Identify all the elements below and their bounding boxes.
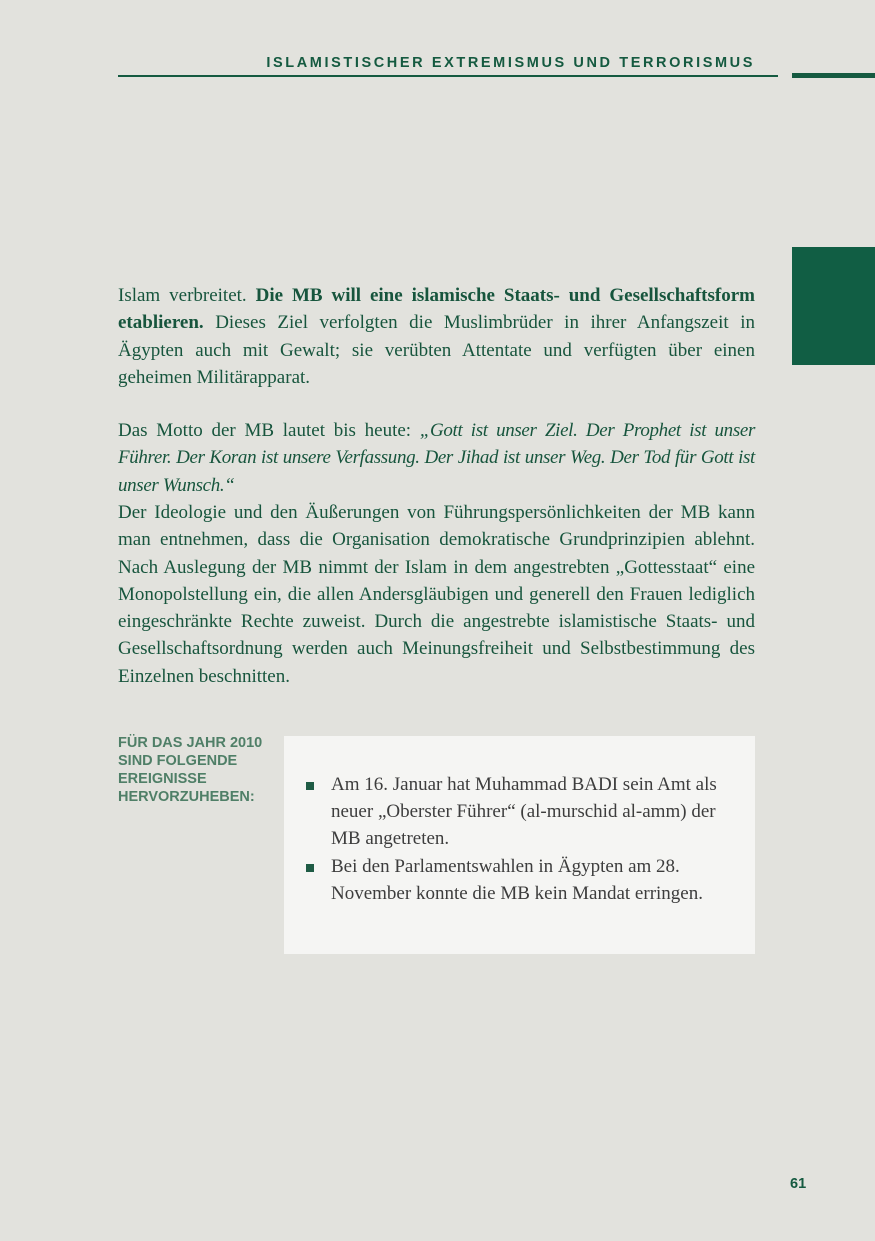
body-paragraph-motto [118,417,755,499]
list-item [331,853,735,907]
page-number: 61 [790,1176,807,1192]
body-paragraph-3: Der Ideologie und den Äußerungen von Führungspersönlichkeiten der MB kann man entnehmen, dass die Organisation demokratische Grundprinzipien ablehnt. Nach Auslegung der MB nimmt der Islam in dem angestrebten „Gottesstaat“ eine Monopolstellung ein, die allen Andersgläubigen und generell den Frauen lediglich eingeschränkte Rechte zuweist. Durch die angestrebte islamistische Staats- und Gesellschaftsordnung werden auch Meinungsfreiheit und Selbstbestimmung des Einzelnen beschnitten. [118,502,755,687]
motto-quote: „Gott ist unser Ziel. Der Prophet ist unser Führer. Der Koran ist unsere Verfassung. Der Jihad ist unser Weg. Der Tod für Gott ist unser Wunsch.“ [118,420,755,496]
square-bullet-icon [306,782,314,790]
event-text: Am 16. Januar hat Muhammad BADI sein Amt als neuer „Oberster Führer“ (al-murschid al-amm) der MB angetreten. [331,774,717,850]
paragraph-lead: Islam verbreitet. [118,285,256,306]
paragraph-rest: Dieses Ziel verfolgten die Muslimbrüder in ihrer Anfangszeit in Ägypten auch mit Gewalt; sie verübten Attentate und verfügten über einen geheimen Militärapparat. [118,312,755,388]
list-item [331,771,735,853]
event-text: Bei den Parlamentswahlen in Ägypten am 28. November konnte die MB kein Mandat erringen. [331,856,703,905]
sidebar-label: FÜR DAS JAHR 2010 SIND FOLGENDE EREIGNISSE HERVORZUHEBEN: [118,735,263,805]
header-rule-accent [792,73,875,78]
square-bullet-icon [306,864,314,872]
events-box [284,736,755,954]
header-rule [118,75,778,77]
motto-intro: Das Motto der MB lautet bis heute: [118,420,420,441]
body-paragraph-1 [118,282,755,391]
highlighted-statement: Die MB will eine islamische Staats- und Gesellschaftsform etablieren. [118,285,755,334]
running-header-title: ISLAMISTISCHER EXTREMISMUS UND TERRORISMUS [266,55,755,71]
chapter-tab-marker [792,247,875,365]
